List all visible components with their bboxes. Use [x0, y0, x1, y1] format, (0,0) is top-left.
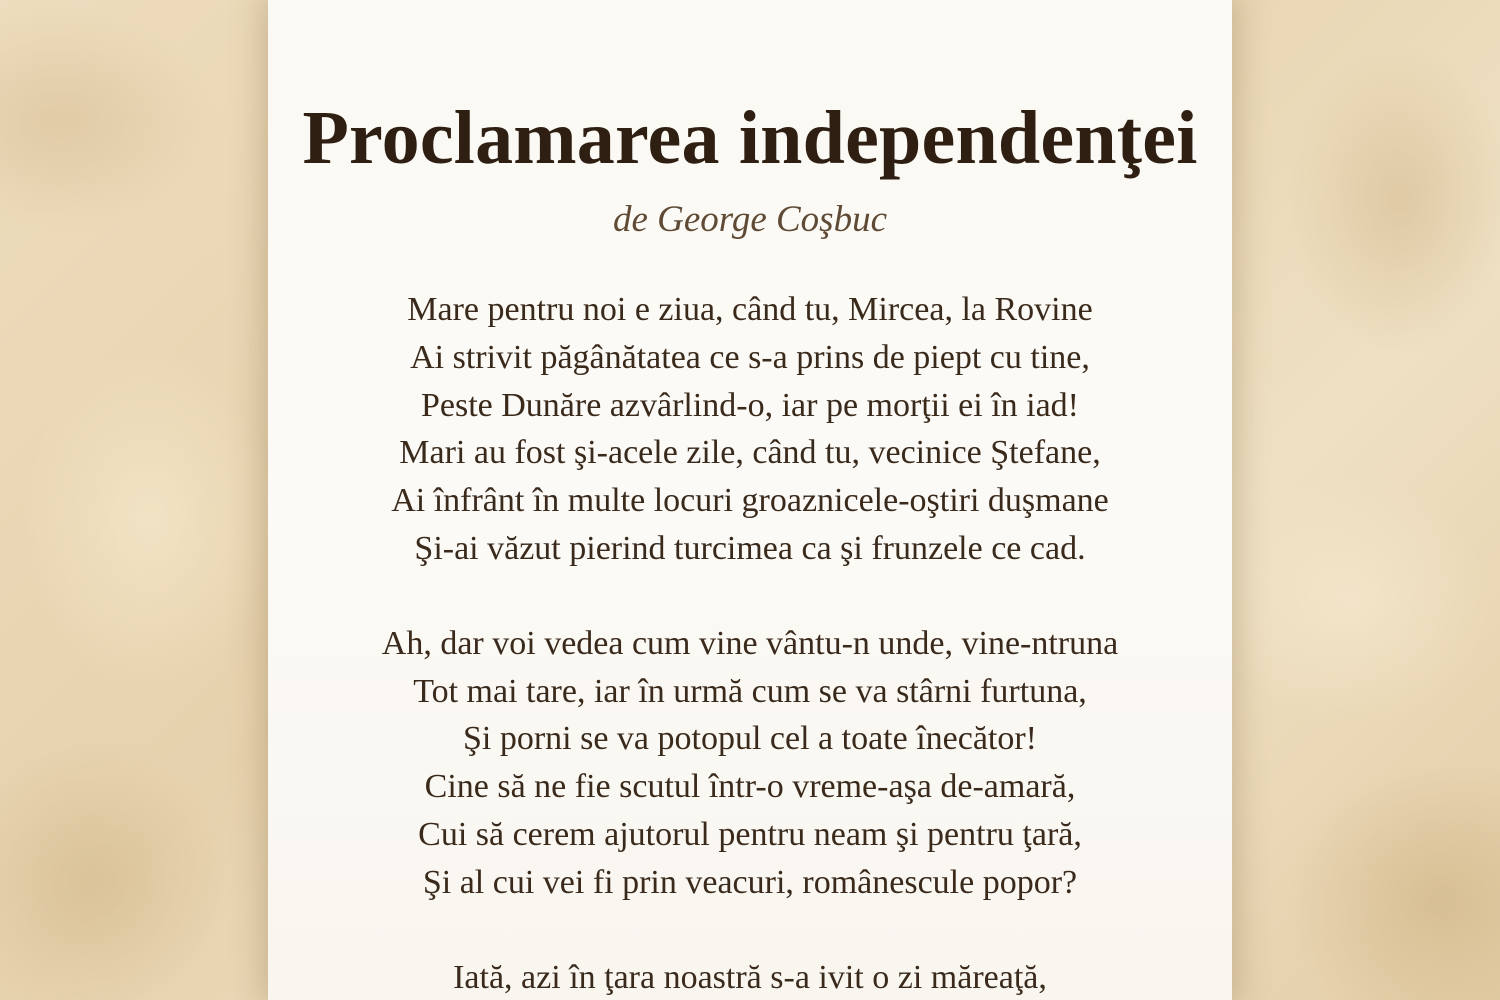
- poem-line: Peste Dunăre azvârlind-o, iar pe morţii ei în iad!: [420, 386, 1080, 424]
- poem-author: de George Coşbuc: [612, 199, 887, 240]
- stanza-2: [268, 620, 1232, 907]
- poem-line: Cine să ne fie scutul într-o vreme-aşa de-amară,: [424, 768, 1076, 806]
- stanza-1: [268, 286, 1232, 573]
- poem-title: Proclamarea independenţei: [302, 96, 1198, 180]
- poem-line: Şi porni se va potopul cel a toate înecător!: [462, 720, 1038, 758]
- poem-line: Iată, azi în ţara noastră s-a ivit o zi măreaţă,: [453, 958, 1047, 996]
- poem-line: Ai strivit păgânătatea ce s-a prins de piept cu tine,: [410, 338, 1090, 376]
- poem-line: Tot mai tare, iar în urmă cum se va stârni furtuna,: [413, 672, 1087, 710]
- poem-line: Şi al cui vei fi prin veacuri, românescule popor?: [422, 863, 1078, 901]
- poem-line: Mari au fost şi-acele zile, când tu, vecinice Ştefane,: [399, 434, 1101, 472]
- poem-line: Cui să cerem ajutorul pentru neam şi pentru ţară,: [418, 815, 1082, 853]
- poem-line: Ai înfrânt în multe locuri groaznicele-oştiri duşmane: [391, 482, 1109, 520]
- poem-line: Şi-ai văzut pierind turcimea ca şi frunzele ce cad.: [414, 529, 1086, 567]
- poem-page: [268, 0, 1232, 1000]
- stanza-3: [268, 954, 1232, 1000]
- poem-line: Ah, dar voi vedea cum vine vântu-n unde, vine-ntruna: [381, 624, 1119, 662]
- poem-body: [268, 286, 1232, 1000]
- poem-line: Mare pentru noi e ziua, când tu, Mircea, la Rovine: [407, 291, 1093, 328]
